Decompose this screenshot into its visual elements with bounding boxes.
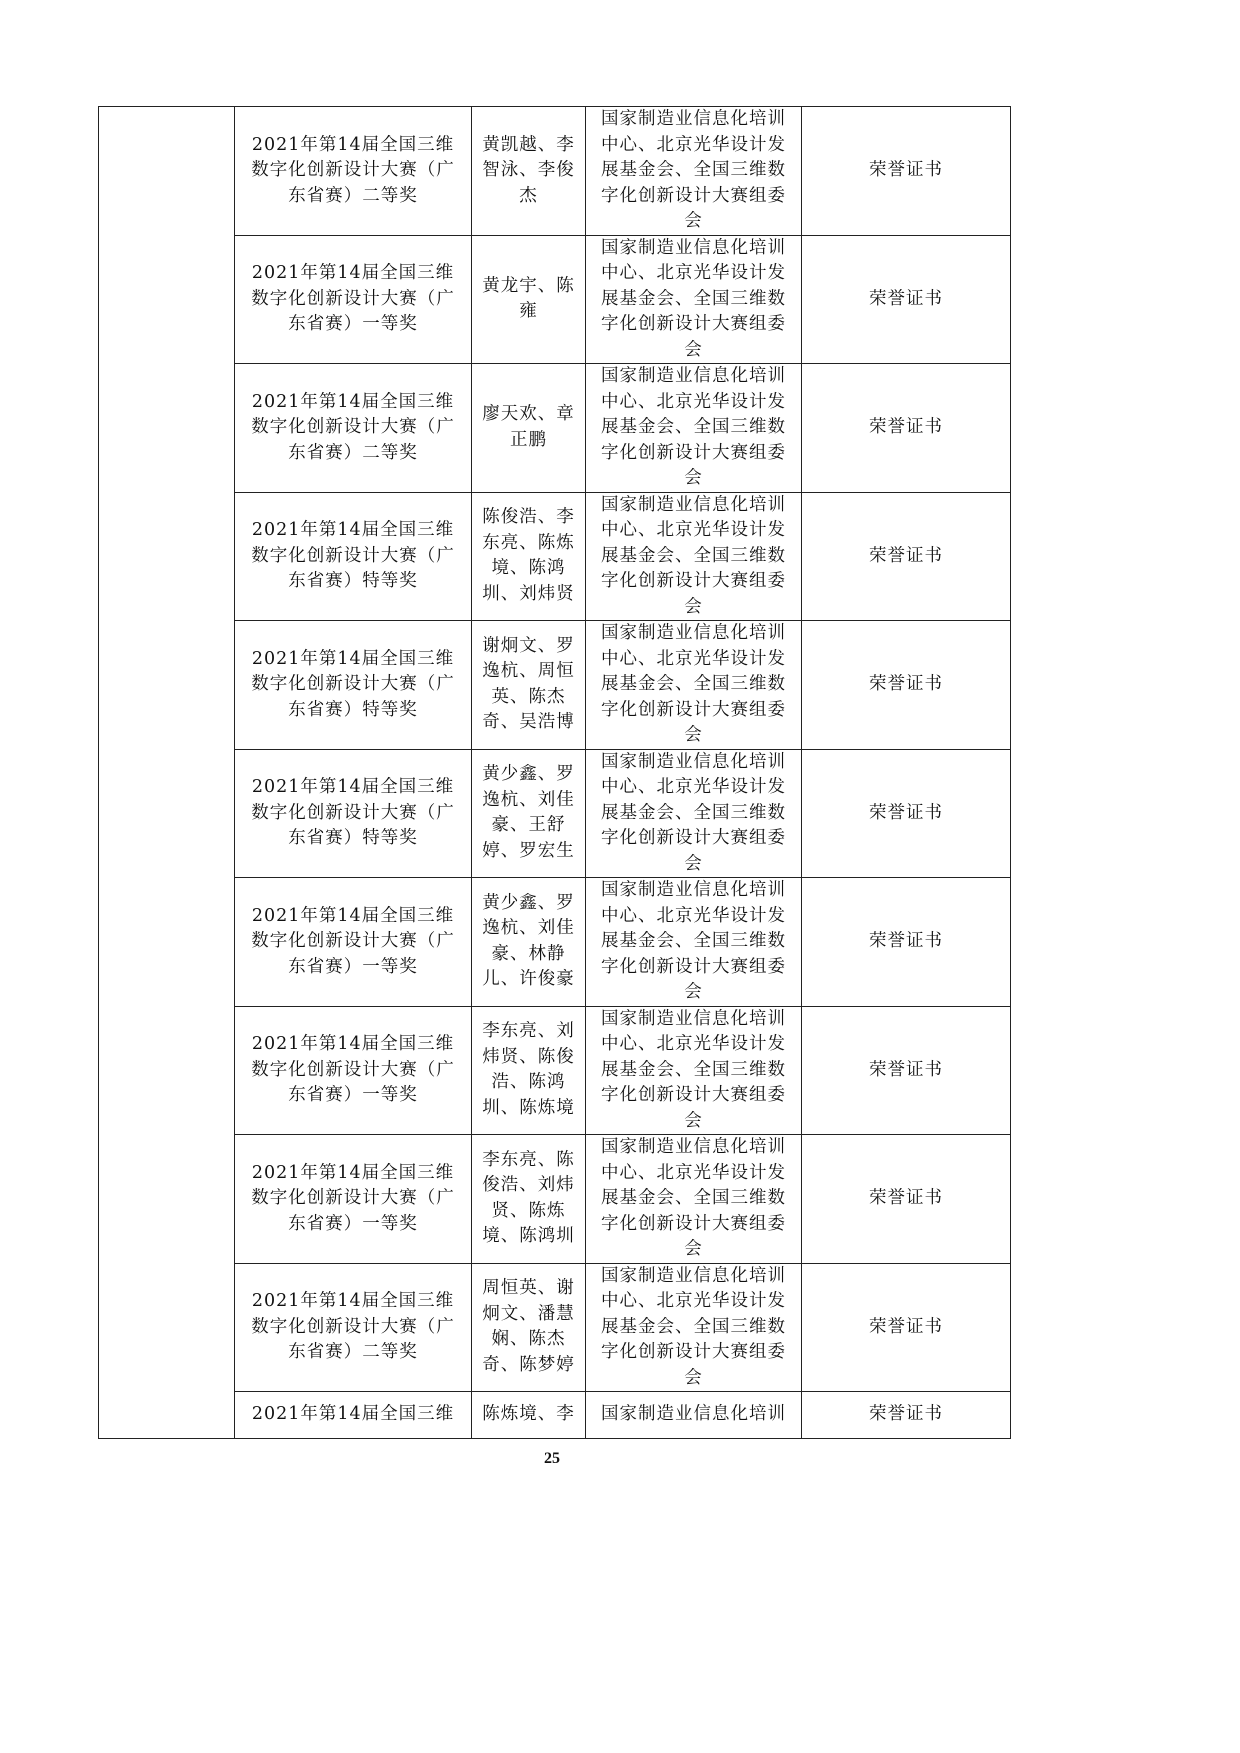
award-name-cell: 2021年第14届全国三维数字化创新设计大赛（广东省赛）二等奖 [235,107,472,236]
proof-cell: 荣誉证书 [802,1006,1011,1135]
issuer-cell: 国家制造业信息化培训中心、北京光华设计发展基金会、全国三维数字化创新设计大赛组委会 [586,492,802,621]
proof-cell: 荣誉证书 [802,235,1011,364]
proof-cell: 荣誉证书 [802,1263,1011,1392]
winners-cell: 黄龙宇、陈雍 [472,235,586,364]
table-row [99,621,1011,750]
issuer-cell: 国家制造业信息化培训中心、北京光华设计发展基金会、全国三维数字化创新设计大赛组委会 [586,1006,802,1135]
issuer-cell: 国家制造业信息化培训中心、北京光华设计发展基金会、全国三维数字化创新设计大赛组委会 [586,1135,802,1264]
issuer-cell: 国家制造业信息化培训 [586,1392,802,1439]
table-row [99,878,1011,1007]
award-name-cell: 2021年第14届全国三维数字化创新设计大赛（广东省赛）二等奖 [235,1263,472,1392]
table-row [99,364,1011,493]
awards-table [98,106,1011,1439]
winners-cell: 谢炯文、罗逸杭、周恒英、陈杰奇、吴浩博 [472,621,586,750]
issuer-cell: 国家制造业信息化培训中心、北京光华设计发展基金会、全国三维数字化创新设计大赛组委会 [586,878,802,1007]
page-number: 25 [544,1450,560,1467]
table-row [99,1006,1011,1135]
table-row [99,1135,1011,1264]
issuer-cell: 国家制造业信息化培训中心、北京光华设计发展基金会、全国三维数字化创新设计大赛组委会 [586,107,802,236]
award-name-cell: 2021年第14届全国三维数字化创新设计大赛（广东省赛）一等奖 [235,235,472,364]
table-row-partial [99,1392,1011,1439]
awards-table-body [99,107,1011,1439]
issuer-cell: 国家制造业信息化培训中心、北京光华设计发展基金会、全国三维数字化创新设计大赛组委会 [586,235,802,364]
award-name-cell: 2021年第14届全国三维数字化创新设计大赛（广东省赛）一等奖 [235,1135,472,1264]
proof-cell: 荣誉证书 [802,107,1011,236]
issuer-cell: 国家制造业信息化培训中心、北京光华设计发展基金会、全国三维数字化创新设计大赛组委会 [586,749,802,878]
award-name-cell: 2021年第14届全国三维数字化创新设计大赛（广东省赛）一等奖 [235,1006,472,1135]
proof-cell: 荣誉证书 [802,621,1011,750]
winners-cell: 黄少鑫、罗逸杭、刘佳豪、林静儿、许俊豪 [472,878,586,1007]
winners-cell: 黄凯越、李智泳、李俊杰 [472,107,586,236]
winners-cell: 陈炼境、李 [472,1392,586,1439]
proof-cell: 荣誉证书 [802,1135,1011,1264]
winners-cell: 陈俊浩、李东亮、陈炼境、陈鸿圳、刘炜贤 [472,492,586,621]
winners-cell: 廖天欢、章正鹏 [472,364,586,493]
award-name-cell: 2021年第14届全国三维数字化创新设计大赛（广东省赛）二等奖 [235,364,472,493]
proof-cell: 荣誉证书 [802,1392,1011,1439]
issuer-cell: 国家制造业信息化培训中心、北京光华设计发展基金会、全国三维数字化创新设计大赛组委会 [586,364,802,493]
proof-cell: 荣誉证书 [802,749,1011,878]
table-row [99,1263,1011,1392]
award-name-cell: 2021年第14届全国三维数字化创新设计大赛（广东省赛）一等奖 [235,878,472,1007]
proof-cell: 荣誉证书 [802,364,1011,493]
winners-cell: 李东亮、刘炜贤、陈俊浩、陈鸿圳、陈炼境 [472,1006,586,1135]
category-cell [99,107,235,1439]
winners-cell: 李东亮、陈俊浩、刘炜贤、陈炼境、陈鸿圳 [472,1135,586,1264]
issuer-cell: 国家制造业信息化培训中心、北京光华设计发展基金会、全国三维数字化创新设计大赛组委会 [586,1263,802,1392]
award-name-cell: 2021年第14届全国三维数字化创新设计大赛（广东省赛）特等奖 [235,621,472,750]
award-name-cell: 2021年第14届全国三维数字化创新设计大赛（广东省赛）特等奖 [235,492,472,621]
table-row [99,235,1011,364]
table-row [99,107,1011,236]
award-name-cell: 2021年第14届全国三维数字化创新设计大赛（广东省赛）特等奖 [235,749,472,878]
award-name-cell: 2021年第14届全国三维 [235,1392,472,1439]
winners-cell: 黄少鑫、罗逸杭、刘佳豪、王舒婷、罗宏生 [472,749,586,878]
issuer-cell: 国家制造业信息化培训中心、北京光华设计发展基金会、全国三维数字化创新设计大赛组委会 [586,621,802,750]
proof-cell: 荣誉证书 [802,492,1011,621]
table-row [99,492,1011,621]
table-row [99,749,1011,878]
winners-cell: 周恒英、谢炯文、潘慧娴、陈杰奇、陈梦婷 [472,1263,586,1392]
proof-cell: 荣誉证书 [802,878,1011,1007]
